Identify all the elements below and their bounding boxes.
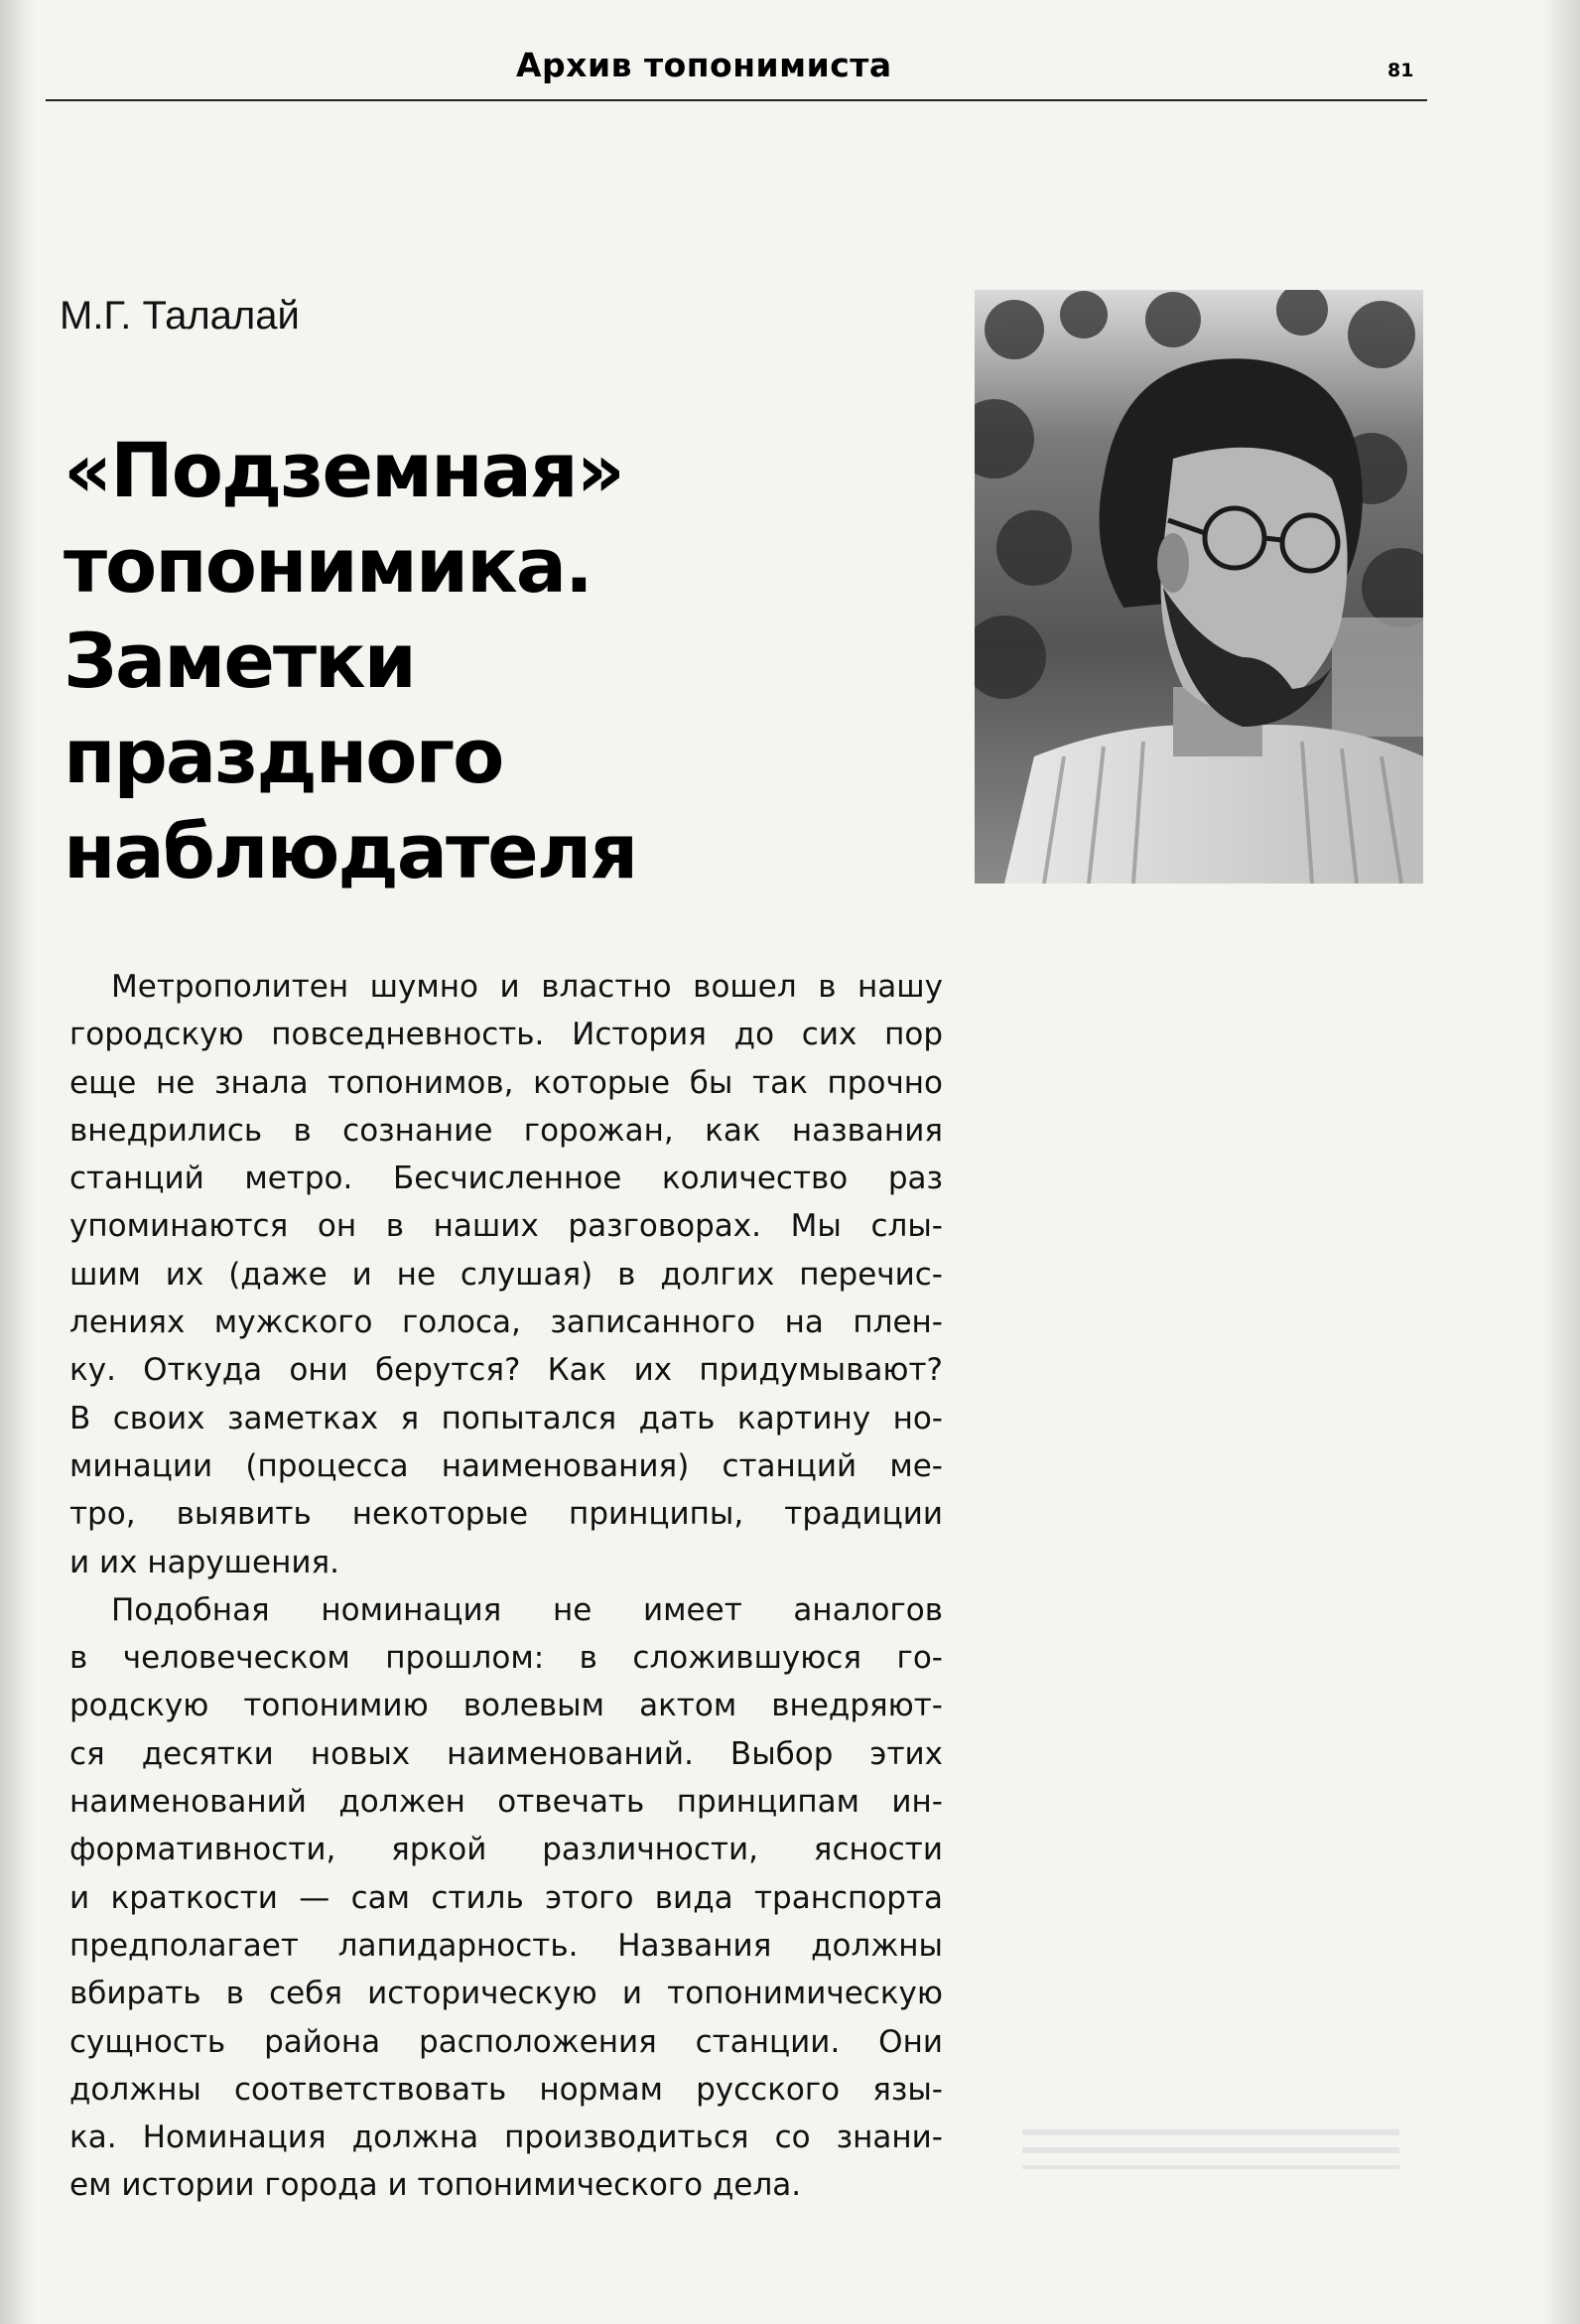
body-line: Подобная номинация не имеет аналогов xyxy=(111,1591,943,1628)
section-title: Архив топонимиста xyxy=(516,46,892,84)
body-line: вбирать в себя историческую и топонимическую xyxy=(69,1976,943,2012)
body-line: предполагает лапидарность. Названия должны xyxy=(69,1927,943,1964)
body-line: ся десятки новых наименований. Выбор этих xyxy=(69,1735,943,1772)
title-line: праздного xyxy=(64,712,503,800)
title-line: топонимика. xyxy=(64,521,592,610)
bleed-through-text xyxy=(1022,2129,1399,2169)
article-title xyxy=(64,423,957,899)
body-line: сущность района расположения станции. Они xyxy=(69,2023,943,2060)
body-line: еще не знала топонимов, которые бы так прочно xyxy=(69,1064,943,1101)
body-line: ем истории города и топонимического дела. xyxy=(69,2167,802,2204)
body-line: лениях мужского голоса, записанного на плен- xyxy=(69,1304,943,1341)
article-body xyxy=(69,963,943,2210)
body-line: в человеческом прошлом: в сложившуюся го- xyxy=(69,1640,943,1677)
author-name: М.Г. Талалай xyxy=(60,294,300,338)
title-line: «Подземная» xyxy=(64,426,623,514)
body-line: шим их (даже и не слушая) в долгих перечис- xyxy=(69,1256,943,1293)
page-edge-shadow-left xyxy=(0,0,36,2324)
body-line: ку. Откуда они берутся? Как их придумывают? xyxy=(69,1352,943,1389)
body-line: и их нарушения. xyxy=(69,1544,339,1580)
running-header xyxy=(46,44,1427,101)
page-edge-shadow-right xyxy=(1542,0,1580,2324)
body-line: ка. Номинация должна производиться со знани- xyxy=(69,2119,943,2156)
body-line: и краткости — сам стиль этого вида транспорта xyxy=(69,1879,943,1916)
body-line: наименований должен отвечать принципам ин- xyxy=(69,1784,943,1821)
body-line: городскую повседневность. История до сих пор xyxy=(69,1017,943,1053)
body-line: Метрополитен шумно и властно вошел в нашу xyxy=(111,969,943,1005)
body-line: В своих заметках я попытался дать картину но- xyxy=(69,1400,943,1436)
page-number: 81 xyxy=(1387,60,1414,81)
body-line: тро, выявить некоторые принципы, традиции xyxy=(69,1496,943,1533)
body-line: упоминаются он в наших разговорах. Мы слы- xyxy=(69,1208,943,1245)
body-line: формативности, яркой различности, ясности xyxy=(69,1832,943,1868)
body-line: должны соответствовать нормам русского язы- xyxy=(69,2071,943,2108)
body-line: внедрились в сознание горожан, как названия xyxy=(69,1112,943,1149)
title-line: Заметки xyxy=(64,616,415,705)
body-line: минации (процесса наименования) станций ме- xyxy=(69,1447,943,1484)
portrait-illustration xyxy=(975,290,1423,884)
author-photo xyxy=(975,290,1423,884)
body-line: родскую топонимию волевым актом внедряют- xyxy=(69,1688,943,1724)
title-line: наблюдателя xyxy=(64,807,637,895)
body-line: станций метро. Бесчисленное количество раз xyxy=(69,1161,943,1197)
